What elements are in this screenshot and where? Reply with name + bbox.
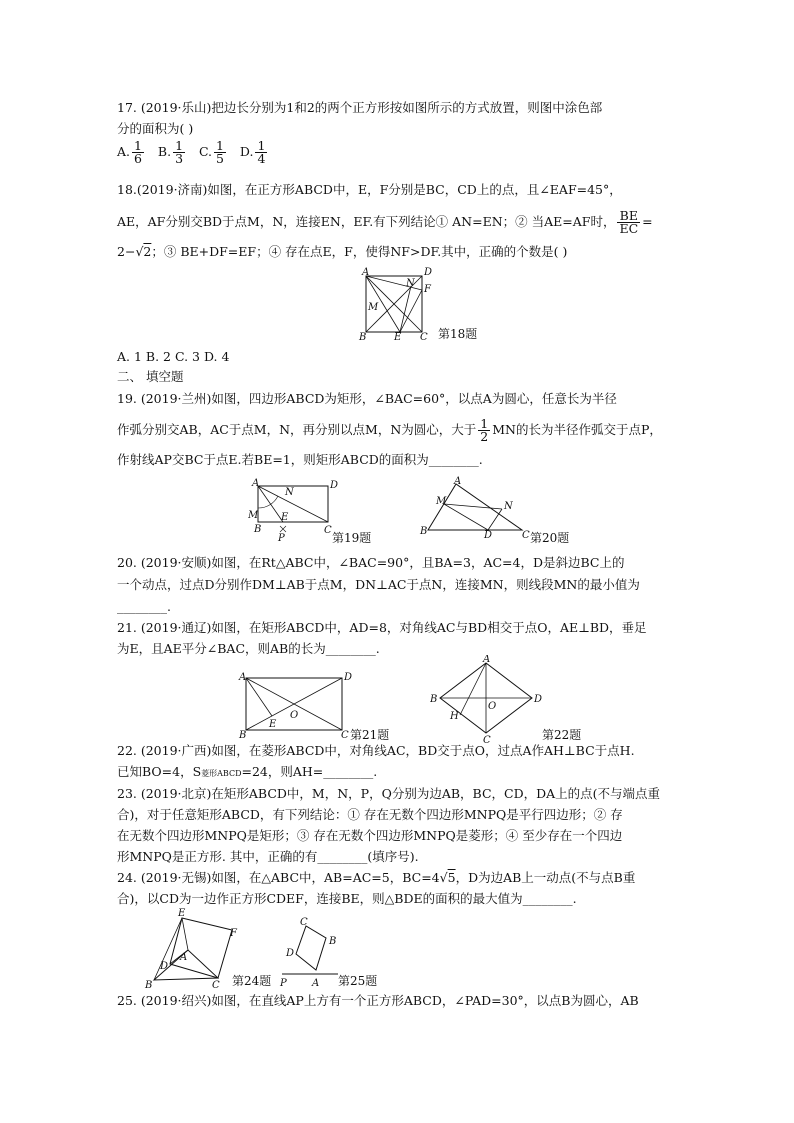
f20-label-d: D (484, 530, 493, 538)
f18-label-f: F (424, 284, 431, 295)
f24-label-b: B (145, 980, 153, 990)
fig22-caption: 第22题 (542, 728, 582, 742)
f18-label-d: D (424, 267, 433, 278)
q17-line2: 分的面积为( ) (117, 121, 194, 136)
q18-answers: A. 1 B. 2 C. 3 D. 4 (117, 349, 230, 364)
f22-label-d: D (534, 694, 542, 705)
q20-line3: ________. (117, 599, 171, 614)
q17-opt-b[interactable]: B. $\frac{1}{3}$ (157, 138, 184, 166)
q17-opt-a[interactable]: A. $\frac{1}{6}$ (117, 138, 142, 166)
q17-options (117, 140, 269, 165)
f21-label-e: E (269, 719, 277, 730)
fig18-caption: 第18题 (438, 327, 478, 341)
f21-label-a: A (239, 672, 247, 683)
figure-25 (276, 914, 342, 988)
f25-label-a: A (312, 978, 320, 988)
q17-line1: 17. (2019·乐山)把边长分别为1和2的两个正方形按如图所示的方式放置，则图中涂色部 (117, 100, 603, 115)
f20-label-m: M (436, 496, 447, 507)
figure-24 (140, 906, 240, 990)
q21-line2: 为E，且AE平分∠BAC，则AB的长为________. (117, 641, 380, 656)
f18-label-a: A (362, 267, 370, 278)
f21-label-c: C (341, 730, 349, 740)
fig24-caption: 第24题 (232, 974, 272, 988)
f25-label-c: C (300, 917, 308, 928)
q20-line2: 一个动点，过点D分别作DM⊥AB于点M，DN⊥AC于点N，连接MN，则线段MN的最小值为 (117, 577, 640, 592)
q23-line4: 形MNPQ是正方形. 其中，正确的有________(填序号). (117, 849, 419, 864)
q21-line1: 21. (2019·通辽)如图，在矩形ABCD中，AD=8，对角线AC与BD相交于点O，AE⊥BD，垂足 (117, 620, 647, 635)
f18-label-e: E (394, 332, 402, 342)
q18-line2: AE，AF分别交BD于点M，N，连接EN，EF.有下列结论① AN=EN；② 当AE=AF时， $\frac{BE}{EC}$ = (117, 208, 653, 236)
fig20-caption: 第20题 (530, 531, 570, 545)
figure-22 (430, 655, 542, 743)
f22-label-a: A (483, 655, 491, 665)
q19-line1: 19. (2019·兰州)如图，四边形ABCD为矩形，∠BAC=60°，以点A为圆心，任意长为半径 (117, 391, 617, 406)
q20-line1: 20. (2019·安顺)如图，在Rt△ABC中，∠BAC=90°，且BA=3，AC=4，D是斜边BC上的 (117, 555, 625, 570)
f18-label-b: B (359, 332, 367, 342)
f22-label-h: H (450, 711, 459, 722)
f20-label-b: B (420, 526, 428, 537)
q23-line2: 合)，对于任意矩形ABCD，有下列结论：① 存在无数个四边形MNPQ是平行四边形；② 存 (117, 807, 623, 822)
f18-label-m: M (368, 302, 379, 313)
fig21-caption: 第21题 (350, 728, 390, 742)
figure-18 (356, 266, 436, 342)
figure-20 (418, 476, 530, 538)
q19-line2: 作弧分别交AB，AC于点M，N，再分别以点M，N为圆心，大于 $\frac{1}{2}$ MN的长为半径作弧交于点P， (117, 416, 662, 444)
q22-line1: 22. (2019·广西)如图，在菱形ABCD中，对角线AC，BD交于点O，过点A作AH⊥BC于点H. (117, 743, 635, 758)
q17-opt-d[interactable]: D. $\frac{1}{4}$ (239, 138, 266, 166)
f19-label-n: N (285, 487, 294, 498)
f22-label-b: B (430, 694, 438, 705)
f20-label-n: N (504, 501, 513, 512)
f21-label-o: O (290, 710, 299, 721)
f25-label-b: B (329, 936, 337, 947)
figure-21 (236, 670, 352, 740)
f24-label-e: E (178, 908, 186, 919)
f19-label-p: P (278, 533, 285, 544)
f19-label-c: C (324, 525, 332, 536)
f19-label-a: A (252, 478, 260, 489)
q17-opt-c[interactable]: C. $\frac{1}{5}$ (198, 138, 224, 166)
f19-label-d: D (330, 480, 338, 491)
section-2-heading: 二、 填空题 (117, 369, 184, 384)
f22-label-c: C (483, 735, 491, 743)
q23-line1: 23. (2019·北京)在矩形ABCD中，M，N，P，Q分别为边AB，BC，CD，DA上的点(不与端点重 (117, 786, 661, 801)
f19-label-e: E (281, 512, 289, 523)
q23-line3: 在无数个四边形MNPQ是矩形；③ 存在无数个四边形MNPQ是菱形；④ 至少存在一个四边 (117, 828, 623, 843)
f24-label-f: F (230, 928, 237, 939)
q24-line2: 合)，以CD为一边作正方形CDEF，连接BE，则△BDE的面积的最大值为________. (117, 891, 577, 906)
f24-label-d: D (160, 961, 169, 972)
f21-label-d: D (344, 672, 352, 683)
fig25-caption: 第25题 (338, 974, 378, 988)
f25-label-d: D (286, 948, 295, 959)
f19-label-b: B (254, 524, 262, 535)
f18-label-c: C (420, 332, 428, 342)
f25-label-p: P (280, 978, 287, 988)
q24-line1: 24. (2019·无锡)如图，在△ABC中，AB=AC=5，BC=4√5，D为边AB上一动点(不与点B重 (117, 870, 636, 885)
f24-label-a: A (180, 952, 188, 963)
q22-line2: 已知BO=4，S菱形ABCD=24，则AH=________. (117, 764, 378, 779)
figure-19 (248, 478, 338, 544)
q18-line1: 18.(2019·济南)如图，在正方形ABCD中，E，F分别是BC，CD上的点，且∠EAF=45°， (117, 182, 622, 197)
fig19-caption: 第19题 (332, 531, 372, 545)
q19-line3: 作射线AP交BC于点E.若BE=1，则矩形ABCD的面积为________. (117, 452, 483, 467)
q18-line3: 2−√2；③ BE+DF=EF；④ 存在点E，F，使得NF>DF.其中，正确的个数是( ) (117, 244, 568, 259)
f21-label-b: B (239, 730, 247, 740)
f20-label-a: A (454, 476, 462, 487)
f18-label-n: N (406, 278, 415, 289)
f19-label-m: M (248, 510, 259, 521)
f24-label-c: C (212, 980, 220, 990)
f22-label-o: O (488, 701, 497, 712)
f20-label-c: C (522, 530, 530, 538)
q25-line1: 25. (2019·绍兴)如图，在直线AP上方有一个正方形ABCD，∠PAD=30°，以点B为圆心，AB (117, 993, 639, 1008)
